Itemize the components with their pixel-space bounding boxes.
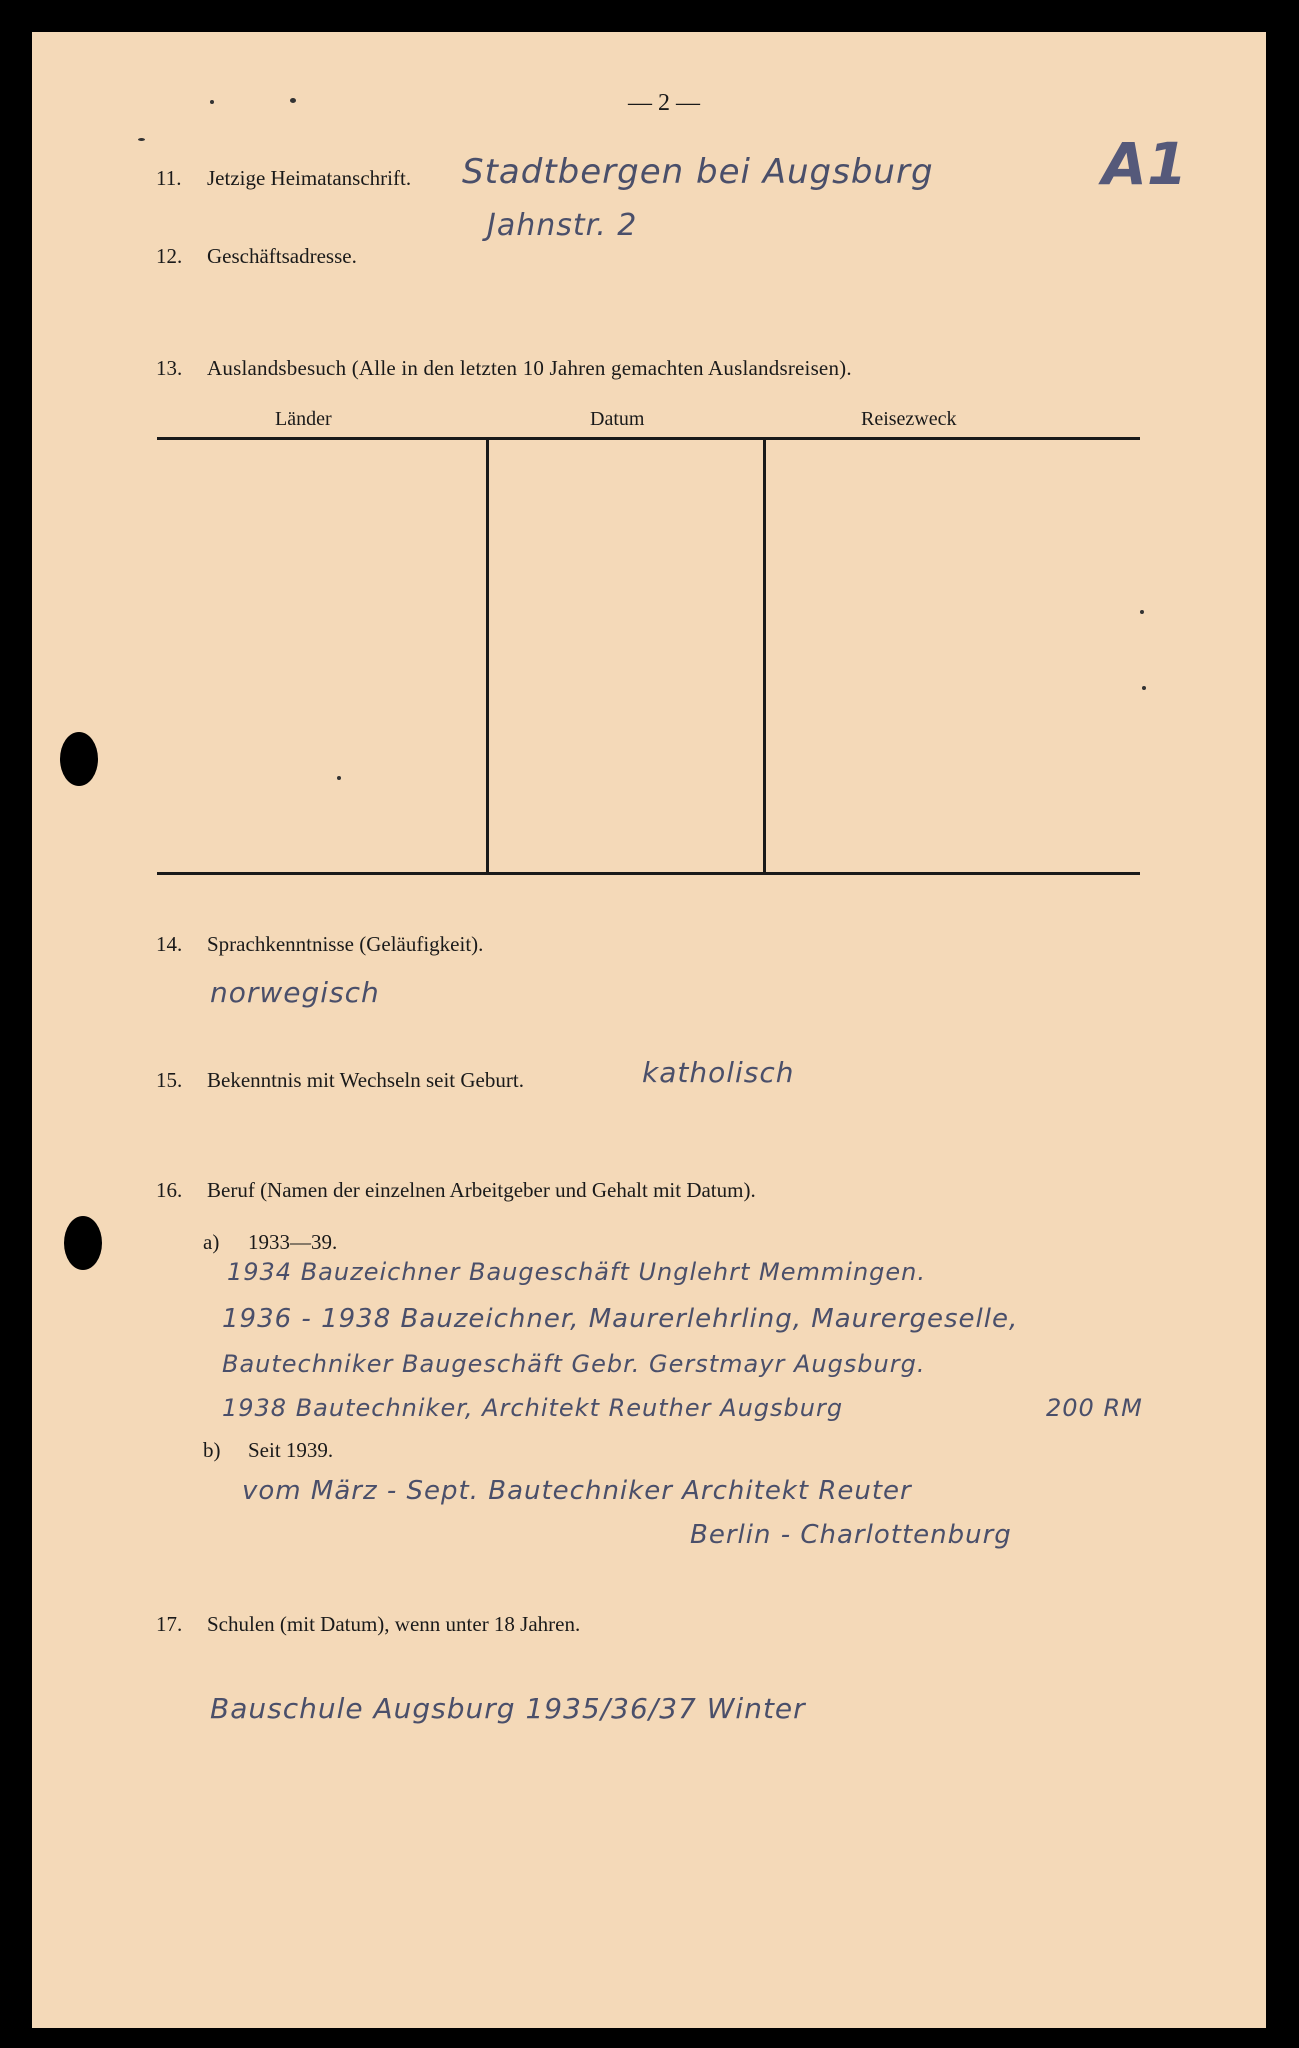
punch-hole — [64, 1216, 102, 1270]
item-13-number: 13. — [156, 356, 183, 380]
table-divider-1 — [486, 438, 489, 872]
table-divider-2 — [763, 438, 766, 872]
item-11-number: 11. — [156, 166, 182, 190]
column-header-datum: Datum — [590, 408, 645, 430]
paper-speck — [138, 138, 145, 141]
item-16b-line-2: Berlin - Charlottenburg — [690, 1520, 1012, 1550]
stamp-mark: A1 — [1102, 130, 1188, 198]
form-page — [32, 32, 1266, 2028]
item-12-number: 12. — [156, 244, 183, 268]
item-14-label: Sprachkenntnisse (Geläufigkeit). — [207, 932, 484, 956]
page-number: — 2 — — [628, 90, 700, 116]
item-16b-period: Seit 1939. — [248, 1438, 334, 1462]
item-16a-period: 1933—39. — [248, 1230, 338, 1254]
item-13-label: Auslandsbesuch (Alle in den letzten 10 Jahren gemachten Auslandsreisen). — [207, 356, 852, 380]
item-15-answer: katholisch — [642, 1056, 795, 1089]
paper-speck — [1140, 610, 1144, 614]
item-11-label: Jetzige Heimatanschrift. — [207, 166, 412, 190]
item-11-answer-line2: Jahnstr. 2 — [487, 208, 638, 243]
punch-hole — [60, 732, 98, 786]
paper-speck — [290, 98, 296, 103]
item-15-number: 15. — [156, 1068, 183, 1092]
item-16a-line-2: 1936 - 1938 Bauzeichner, Maurerlehrling, Maurergeselle, — [222, 1304, 1019, 1334]
item-16b-line-1: vom März - Sept. Bautechniker Architekt Reuter — [242, 1476, 912, 1506]
item-16-label: Beruf (Namen der einzelnen Arbeitgeber und Gehalt mit Datum). — [207, 1178, 756, 1202]
item-15-label: Bekenntnis mit Wechseln seit Geburt. — [207, 1068, 524, 1092]
item-16b-marker: b) — [203, 1438, 221, 1462]
item-11-answer-line1: Stadtbergen bei Augsburg — [462, 152, 934, 192]
table-bottom-rule — [157, 872, 1140, 875]
item-16a-line-4: 1938 Bautechniker, Architekt Reuther Augsburg — [222, 1394, 844, 1422]
paper-speck — [210, 100, 214, 104]
paper-speck — [337, 776, 341, 780]
item-14-number: 14. — [156, 932, 183, 956]
column-header-laender: Länder — [275, 408, 332, 430]
item-14-answer: norwegisch — [210, 976, 380, 1009]
paper-speck — [1142, 686, 1146, 690]
item-12-label: Geschäftsadresse. — [207, 244, 357, 268]
item-17-number: 17. — [156, 1612, 183, 1636]
item-16a-line-1: 1934 Bauzeichner Baugeschäft Unglehrt Memmingen. — [227, 1258, 926, 1286]
item-16-number: 16. — [156, 1178, 183, 1202]
item-16a-marker: a) — [203, 1230, 220, 1254]
column-header-reisezweck: Reisezweck — [861, 408, 957, 430]
table-top-rule — [157, 437, 1140, 440]
item-16a-salary: 200 RM — [1046, 1394, 1143, 1422]
item-17-answer: Bauschule Augsburg 1935/36/37 Winter — [210, 1692, 806, 1725]
item-17-label: Schulen (mit Datum), wenn unter 18 Jahren. — [207, 1612, 581, 1636]
item-16a-line-3: Bautechniker Baugeschäft Gebr. Gerstmayr Augsburg. — [222, 1350, 926, 1378]
